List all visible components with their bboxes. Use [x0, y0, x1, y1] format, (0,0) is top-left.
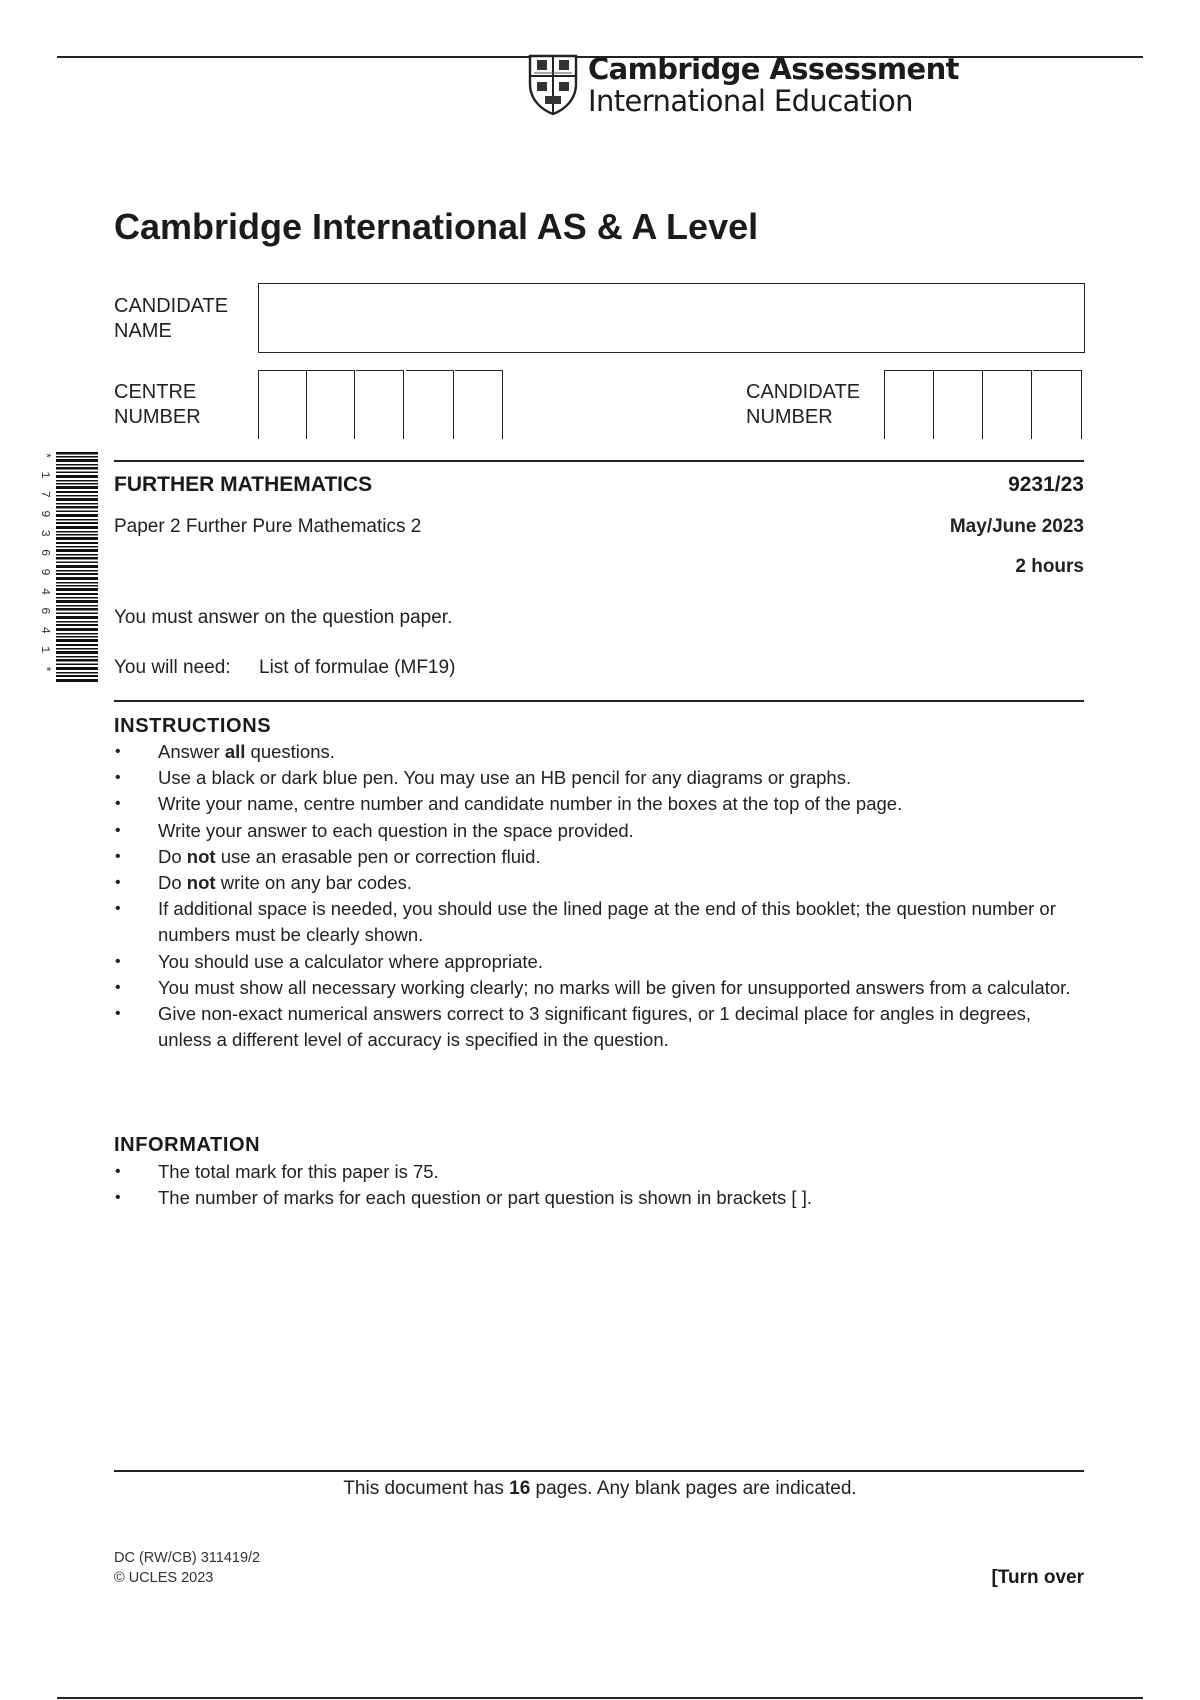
instruction-text: use an erasable pen or correction fluid. — [215, 845, 541, 867]
candidate-name-label — [114, 294, 228, 344]
page-count-pre: This document has — [343, 1478, 510, 1499]
information-item: • The total mark for this paper is 75. — [114, 1159, 1074, 1185]
candidate-number-digit-box[interactable] — [1033, 370, 1082, 439]
crest-icon — [528, 54, 578, 116]
instructions-heading: INSTRUCTIONS — [114, 715, 272, 737]
centre-number-digit-box[interactable] — [307, 370, 355, 439]
footer-rule — [114, 1470, 1084, 1472]
centre-number-digit-box[interactable] — [356, 370, 404, 439]
bottom-rule — [57, 1697, 1143, 1699]
barcode — [56, 452, 98, 682]
information-list — [114, 1159, 1074, 1211]
page-count-post: pages. Any blank pages are indicated. — [530, 1478, 857, 1499]
paper-code: 9231/23 — [1008, 473, 1084, 496]
instruction-item — [114, 791, 1074, 817]
centre-number-label-line1: CENTRE — [114, 381, 197, 403]
candidate-number-digit-box[interactable] — [884, 370, 934, 439]
exam-duration: 2 hours — [1015, 556, 1084, 577]
instruction-item — [114, 949, 1074, 975]
instruction-item — [114, 739, 1074, 765]
barcode-bars-icon — [56, 452, 98, 682]
instruction-item — [114, 844, 1074, 870]
paper-title: Paper 2 Further Pure Mathematics 2 — [114, 516, 422, 537]
candidate-number-digit-box[interactable] — [934, 370, 983, 439]
information-item: • The number of marks for each question or part question is shown in brackets [ ]. — [114, 1185, 1074, 1211]
centre-number-digit-box[interactable] — [406, 370, 454, 439]
instruction-item — [114, 818, 1074, 844]
instruction-text: Do — [158, 872, 187, 894]
page-title: Cambridge International AS & A Level — [114, 206, 759, 247]
information-heading: INFORMATION — [114, 1134, 261, 1156]
document-reference: DC (RW/CB) 311419/2 — [114, 1550, 261, 1566]
instruction-item — [114, 975, 1074, 1001]
instruction-text: You should use a calculator where appropriate. — [158, 950, 543, 972]
instruction-text: questions. — [245, 741, 335, 762]
candidate-number-digit-box[interactable] — [983, 370, 1032, 439]
page-count-note — [0, 1478, 1200, 1500]
instruction-item — [114, 870, 1074, 896]
turn-over: [Turn over — [991, 1567, 1084, 1588]
need-item: List of formulae (MF19) — [259, 657, 456, 678]
barcode-digits: * 1 7 9 3 6 9 4 6 4 1 * — [38, 452, 52, 676]
instruction-text: If additional space is needed, you should use the lined page at the end of this booklet; the question number or numbers must be clearly shown. — [158, 898, 1056, 946]
exam-session: May/June 2023 — [949, 516, 1084, 537]
candidate-number-boxes — [884, 370, 1084, 438]
candidate-name-label-line2: NAME — [114, 320, 172, 342]
page-count-number: 16 — [509, 1478, 531, 1499]
instruction-text: Do — [158, 845, 187, 867]
instruction-text: write on any bar codes. — [215, 872, 412, 894]
instruction-text: all — [224, 741, 246, 762]
candidate-number-label-line2: NUMBER — [746, 406, 833, 428]
centre-number-label — [114, 380, 201, 430]
centre-number-boxes — [258, 370, 508, 438]
instruction-text: Write your answer to each question in the space provided. — [158, 819, 634, 841]
candidate-number-label-line1: CANDIDATE — [746, 381, 861, 403]
logo-line-2: International Education — [588, 84, 913, 118]
need-label: You will need: — [114, 657, 231, 678]
instruction-item — [114, 765, 1074, 791]
instruction-text: You must show all necessary working clearly; no marks will be given for unsupported answers from a calculator. — [158, 976, 1071, 998]
instruction-text: not — [186, 845, 216, 867]
subject-name: FURTHER MATHEMATICS — [114, 473, 373, 496]
centre-number-digit-box[interactable] — [455, 370, 503, 439]
copyright: © UCLES 2023 — [114, 1570, 214, 1586]
logo-line-1: Cambridge Assessment — [588, 52, 959, 86]
instruction-item — [114, 1001, 1074, 1053]
answer-note: You must answer on the question paper. — [114, 607, 453, 628]
instruction-text: Write your name, centre number and candidate number in the boxes at the top of the page. — [158, 793, 903, 815]
centre-number-label-line2: NUMBER — [114, 406, 201, 428]
subject-bottom-rule — [114, 700, 1084, 702]
subject-top-rule — [114, 460, 1084, 462]
instructions-list — [114, 739, 1074, 1053]
candidate-number-label — [746, 380, 860, 430]
instruction-text: Give non-exact numerical answers correct to 3 significant figures, or 1 decimal place for angles in degrees, unless a different level of accuracy is specified in the question. — [158, 1003, 1032, 1051]
instruction-text: Use a black or dark blue pen. You may use an HB pencil for any diagrams or graphs. — [158, 767, 852, 789]
instruction-text: not — [186, 872, 216, 894]
candidate-name-field[interactable] — [258, 283, 1085, 353]
centre-number-digit-box[interactable] — [258, 370, 307, 439]
logo — [528, 52, 959, 120]
candidate-name-label-line1: CANDIDATE — [114, 295, 229, 317]
instruction-text: Answer — [158, 741, 225, 762]
instruction-item — [114, 896, 1074, 948]
